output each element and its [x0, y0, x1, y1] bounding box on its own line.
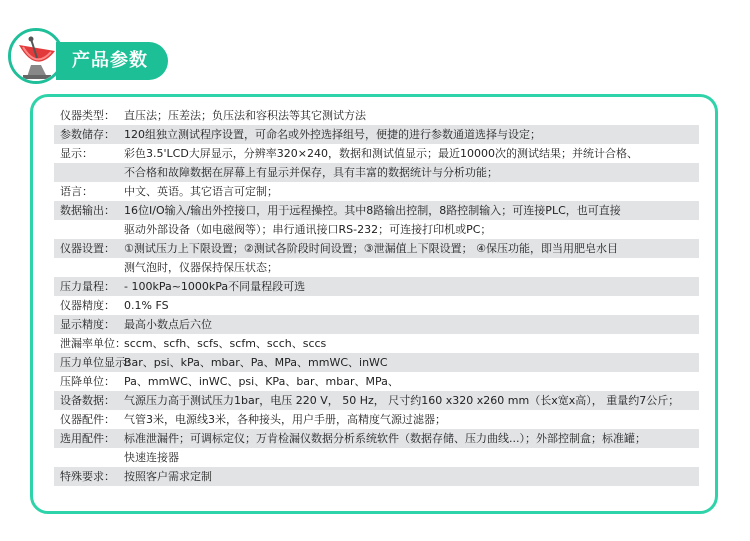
- spec-value: 快速连接器: [124, 451, 179, 464]
- spec-value: - 100kPa~1000kPa不同量程段可选: [124, 280, 306, 293]
- spec-value: 标准泄漏件；可调标定仪；万肯检漏仪数据分析系统软件（数据存储、压力曲线...）；外部控制盒；标准罐；: [124, 432, 646, 445]
- spec-value: 按照客户需求定制: [124, 470, 212, 483]
- spec-row: [54, 106, 699, 125]
- satellite-dish-icon: [11, 31, 61, 81]
- spec-label: 仪器精度：: [60, 299, 115, 312]
- spec-label: 仪器设置：: [60, 242, 115, 255]
- spec-label: 特殊要求：: [60, 470, 115, 483]
- spec-label: [54, 163, 124, 182]
- spec-row: [54, 410, 699, 429]
- spec-row: [54, 258, 699, 277]
- spec-value: ①测试压力上下限设置；②测试各阶段时间设置；③泄漏值上下限设置； ④保压功能，即当用肥皂水目: [124, 242, 618, 255]
- spec-label: 泄漏率单位：: [60, 337, 126, 350]
- spec-label: 显示精度：: [60, 318, 115, 331]
- spec-label: [54, 220, 124, 239]
- spec-label: 选用配件：: [60, 432, 115, 445]
- spec-row: [54, 429, 699, 448]
- spec-row: [54, 239, 699, 258]
- spec-row: [54, 163, 699, 182]
- spec-value: 彩色3.5'LCD大屏显示，分辨率320×240，数据和测试值显示；最近10000次的测试结果；并统计合格、: [124, 147, 638, 160]
- spec-label: 数据输出：: [60, 204, 115, 217]
- spec-label: 显示：: [60, 147, 93, 160]
- spec-row: [54, 144, 699, 163]
- spec-value: 驱动外部设备（如电磁阀等）；串行通讯接口RS-232；可连接打印机或PC；: [124, 223, 492, 236]
- page-title: 产品参数: [56, 42, 168, 80]
- spec-value: 16位I/O输入/输出外控接口，用于远程操控。其中8路输出控制，8路控制输入；可连接PLC，也可直接: [124, 204, 621, 217]
- spec-label: 压降单位：: [60, 375, 115, 388]
- spec-label: 压力量程：: [60, 280, 115, 293]
- spec-label: 语言：: [60, 185, 93, 198]
- spec-row: [54, 372, 699, 391]
- spec-row: [54, 353, 699, 372]
- spec-row: [54, 220, 699, 239]
- spec-value: 不合格和故障数据在屏幕上有显示并保存，具有丰富的数据统计与分析功能；: [124, 166, 498, 179]
- spec-value: 气管3米，电源线3米，各种接头，用户手册，高精度气源过滤器；: [124, 413, 446, 426]
- spec-row: [54, 201, 699, 220]
- section-header: [0, 0, 750, 90]
- spec-label: 仪器配件：: [60, 413, 115, 426]
- spec-value: 120组独立测试程序设置，可命名或外控选择组号，便捷的进行参数通道选择与设定；: [124, 128, 541, 141]
- spec-table: [54, 106, 699, 486]
- spec-label: 仪器类型：: [60, 109, 115, 122]
- spec-label: 参数储存：: [60, 128, 115, 141]
- spec-row: [54, 125, 699, 144]
- spec-row: [54, 277, 699, 296]
- spec-row: [54, 296, 699, 315]
- spec-value: sccm、scfh、scfs、scfm、scch、sccs: [124, 337, 327, 350]
- spec-value: 0.1% FS: [124, 299, 169, 312]
- spec-value: 气源压力高于测试压力1bar，电压 220 V， 50 Hz， 尺寸约160 x320 x260 mm（长x宽x高）， 重量约7公斤；: [124, 394, 680, 407]
- spec-label: [54, 258, 124, 277]
- spec-label: 设备数据：: [60, 394, 115, 407]
- spec-value: 直压法；压差法；负压法和容积法等其它测试方法: [124, 109, 366, 122]
- spec-value: 中文、英语。其它语言可定制；: [124, 185, 278, 198]
- spec-label: [54, 448, 124, 467]
- spec-row: [54, 334, 699, 353]
- spec-row: [54, 391, 699, 410]
- spec-row: [54, 467, 699, 486]
- spec-value: Bar、psi、kPa、mbar、Pa、MPa、mmWC、inWC: [124, 356, 388, 369]
- spec-row: [54, 448, 699, 467]
- spec-value: 最高小数点后六位: [124, 318, 212, 331]
- spec-row: [54, 182, 699, 201]
- spec-value: Pa、mmWC、inWC、psi、KPa、bar、mbar、MPa、: [124, 375, 399, 388]
- spec-label: 压力单位显示：: [60, 356, 137, 369]
- spec-value: 测气泡时，仪器保持保压状态；: [124, 261, 278, 274]
- spec-row: [54, 315, 699, 334]
